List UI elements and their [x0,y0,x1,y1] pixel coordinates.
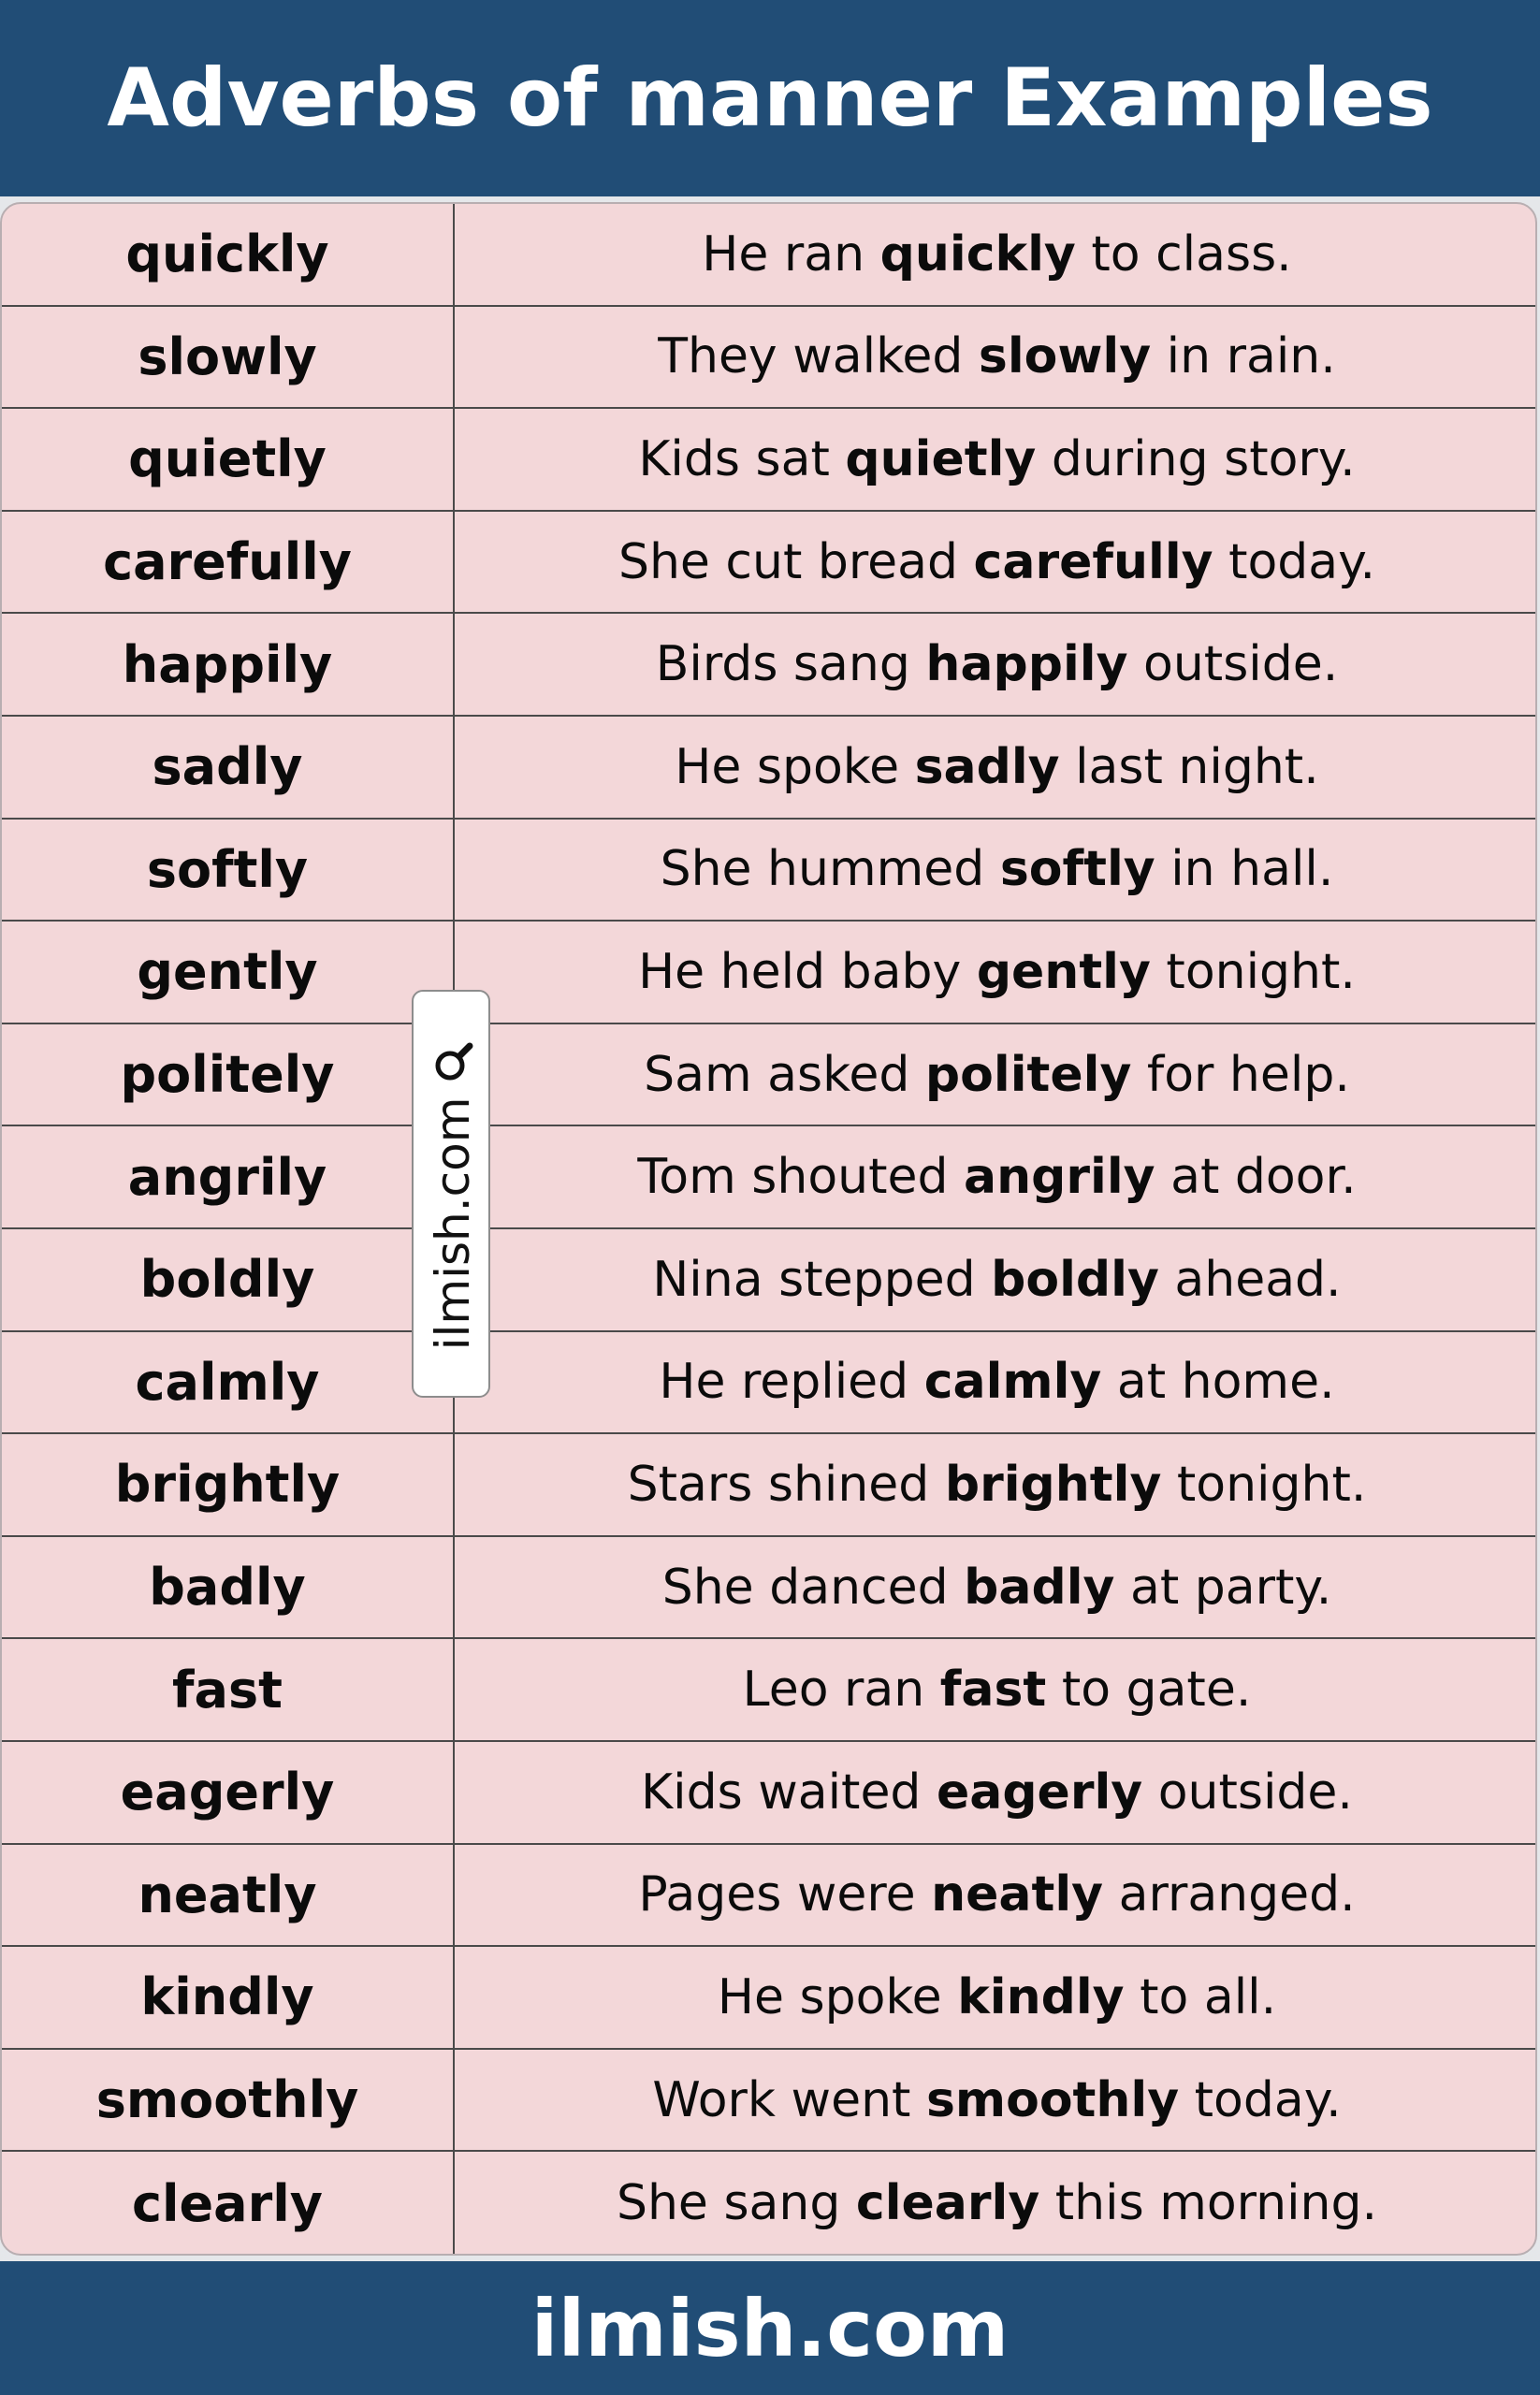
sentence-text-after: outside. [1127,636,1339,693]
sentence-adverb: angrily [964,1149,1155,1206]
example-sentence-cell [455,1639,1537,1740]
sentence-text-before: Stars shined [627,1456,945,1513]
header-banner [0,0,1540,196]
sentence-text-before: He replied [659,1354,924,1411]
example-sentence-cell [455,820,1537,921]
table-row [2,820,1537,922]
adverb-cell: sadly [2,717,455,818]
sentence-adverb: slowly [978,328,1152,385]
sentence-text-before: They walked [658,328,979,385]
sentence-adverb: happily [925,636,1128,693]
footer-site-name: ilmish.com [530,2282,1010,2374]
example-sentence-cell [455,1126,1537,1227]
sentence-adverb: neatly [931,1866,1104,1923]
example-sentence-cell [455,1947,1537,2048]
example-sentence-cell [455,2050,1537,2151]
sentence-text-after: arranged. [1103,1866,1356,1923]
adverb-cell: clearly [2,2152,455,2255]
sentence-text-before: He held baby [638,943,977,1000]
sentence-text-before: Kids waited [641,1764,937,1821]
sentence-text-after: ahead. [1158,1251,1342,1308]
sentence-adverb: eagerly [936,1764,1143,1821]
table-row [2,1126,1537,1229]
example-sentence-cell [455,512,1537,613]
adverb-cell: badly [2,1537,455,1638]
example-sentence-cell [455,1229,1537,1330]
table-row [2,1332,1537,1435]
table-row [2,1434,1537,1537]
table-row [2,2152,1537,2255]
sentence-text-after: tonight. [1150,943,1356,1000]
watermark-badge [412,990,490,1398]
sentence-adverb: quietly [845,430,1037,487]
adverb-cell: neatly [2,1845,455,1946]
sentence-text-before: Work went [652,2071,926,2128]
example-sentence-cell [455,1742,1537,1843]
sentence-text-before: She cut bread [617,533,974,590]
adverb-cell: gently [2,922,455,1023]
watermark-text: ilmish.com [426,1096,480,1351]
example-sentence-cell [455,2152,1537,2255]
sentence-adverb: sadly [914,738,1060,795]
adverb-cell: slowly [2,307,455,408]
sentence-adverb: calmly [923,1354,1102,1411]
adverb-cell: quickly [2,204,455,305]
sentence-adverb: carefully [973,533,1213,590]
sentence-text-after: today. [1213,533,1376,590]
table-row [2,1742,1537,1845]
sentence-text-before: He spoke [717,1968,958,2025]
sentence-text-before: Birds sang [655,636,926,693]
sentence-adverb: fast [939,1662,1047,1719]
adverb-cell: calmly [2,1332,455,1433]
table-row [2,2050,1537,2153]
example-sentence-cell [455,307,1537,408]
adverb-cell: boldly [2,1229,455,1330]
example-sentence-cell [455,409,1537,510]
example-sentence-cell [455,922,1537,1023]
table-row [2,1947,1537,2050]
sentence-text-after: during story. [1036,430,1356,487]
sentence-adverb: clearly [855,2175,1040,2232]
table-row [2,1537,1537,1640]
sentence-text-before: She danced [661,1559,965,1616]
sentence-text-after: to all. [1124,1968,1277,2025]
sentence-text-after: tonight. [1161,1456,1367,1513]
example-sentence-cell [455,717,1537,818]
sentence-text-after: at door. [1155,1149,1357,1206]
adverb-cell: fast [2,1639,455,1740]
adverb-cell: happily [2,614,455,715]
sentence-text-after: this morning. [1039,2175,1378,2232]
table-row [2,204,1537,307]
example-sentence-cell [455,1434,1537,1535]
sentence-text-before: Kids sat [638,430,846,487]
adverb-cell: angrily [2,1126,455,1227]
table-row [2,1639,1537,1742]
example-sentence-cell [455,204,1537,305]
adverb-cell: eagerly [2,1742,455,1843]
sentence-adverb: politely [924,1046,1132,1103]
table-row [2,1229,1537,1332]
table-row [2,1024,1537,1127]
adverb-cell: carefully [2,512,455,613]
sentence-text-before: Sam asked [644,1046,925,1103]
example-sentence-cell [455,1332,1537,1433]
sentence-text-after: in rain. [1151,328,1336,385]
adverb-cell: softly [2,820,455,921]
table-row [2,512,1537,615]
sentence-text-before: She hummed [660,841,1000,898]
sentence-text-after: outside. [1142,1764,1353,1821]
sentence-text-after: to gate. [1046,1662,1252,1719]
adverb-cell: brightly [2,1434,455,1535]
sentence-text-after: at party. [1114,1559,1332,1616]
sentence-adverb: gently [976,943,1151,1000]
sentence-text-after: in hall. [1155,841,1334,898]
sentence-text-after: for help. [1131,1046,1350,1103]
sentence-adverb: brightly [944,1456,1162,1513]
sentence-text-before: Nina stepped [652,1251,992,1308]
sentence-text-before: He ran [702,225,880,283]
sentence-adverb: smoothly [925,2071,1180,2128]
adverb-cell: kindly [2,1947,455,2048]
adverb-cell: politely [2,1024,455,1125]
page-title: Adverbs of manner Examples [107,51,1433,145]
adverbs-table [0,202,1537,2256]
adverb-cell: quietly [2,409,455,510]
sentence-text-after: to class. [1075,225,1292,283]
sentence-adverb: softly [999,841,1155,898]
sentence-adverb: kindly [957,1968,1125,2025]
table-row [2,409,1537,512]
magnifier-icon [431,1041,474,1084]
example-sentence-cell [455,1024,1537,1125]
sentence-adverb: quickly [879,225,1076,283]
sentence-text-before: Tom shouted [637,1149,965,1206]
table-row [2,717,1537,820]
table-row [2,922,1537,1024]
sentence-text-before: Pages were [638,1866,932,1923]
sentence-text-after: today. [1179,2071,1342,2128]
sentence-text-before: She sang [616,2175,856,2232]
table-row [2,307,1537,410]
adverb-cell: smoothly [2,2050,455,2151]
sentence-adverb: boldly [991,1251,1159,1308]
example-sentence-cell [455,1537,1537,1638]
sentence-text-after: at home. [1101,1354,1335,1411]
example-sentence-cell [455,614,1537,715]
table-row [2,1845,1537,1948]
footer-banner [0,2261,1540,2395]
table-row [2,614,1537,717]
sentence-text-before: Leo ran [742,1662,940,1719]
sentence-text-before: He spoke [675,738,915,795]
sentence-adverb: badly [964,1559,1115,1616]
example-sentence-cell [455,1845,1537,1946]
sentence-text-after: last night. [1059,738,1319,795]
